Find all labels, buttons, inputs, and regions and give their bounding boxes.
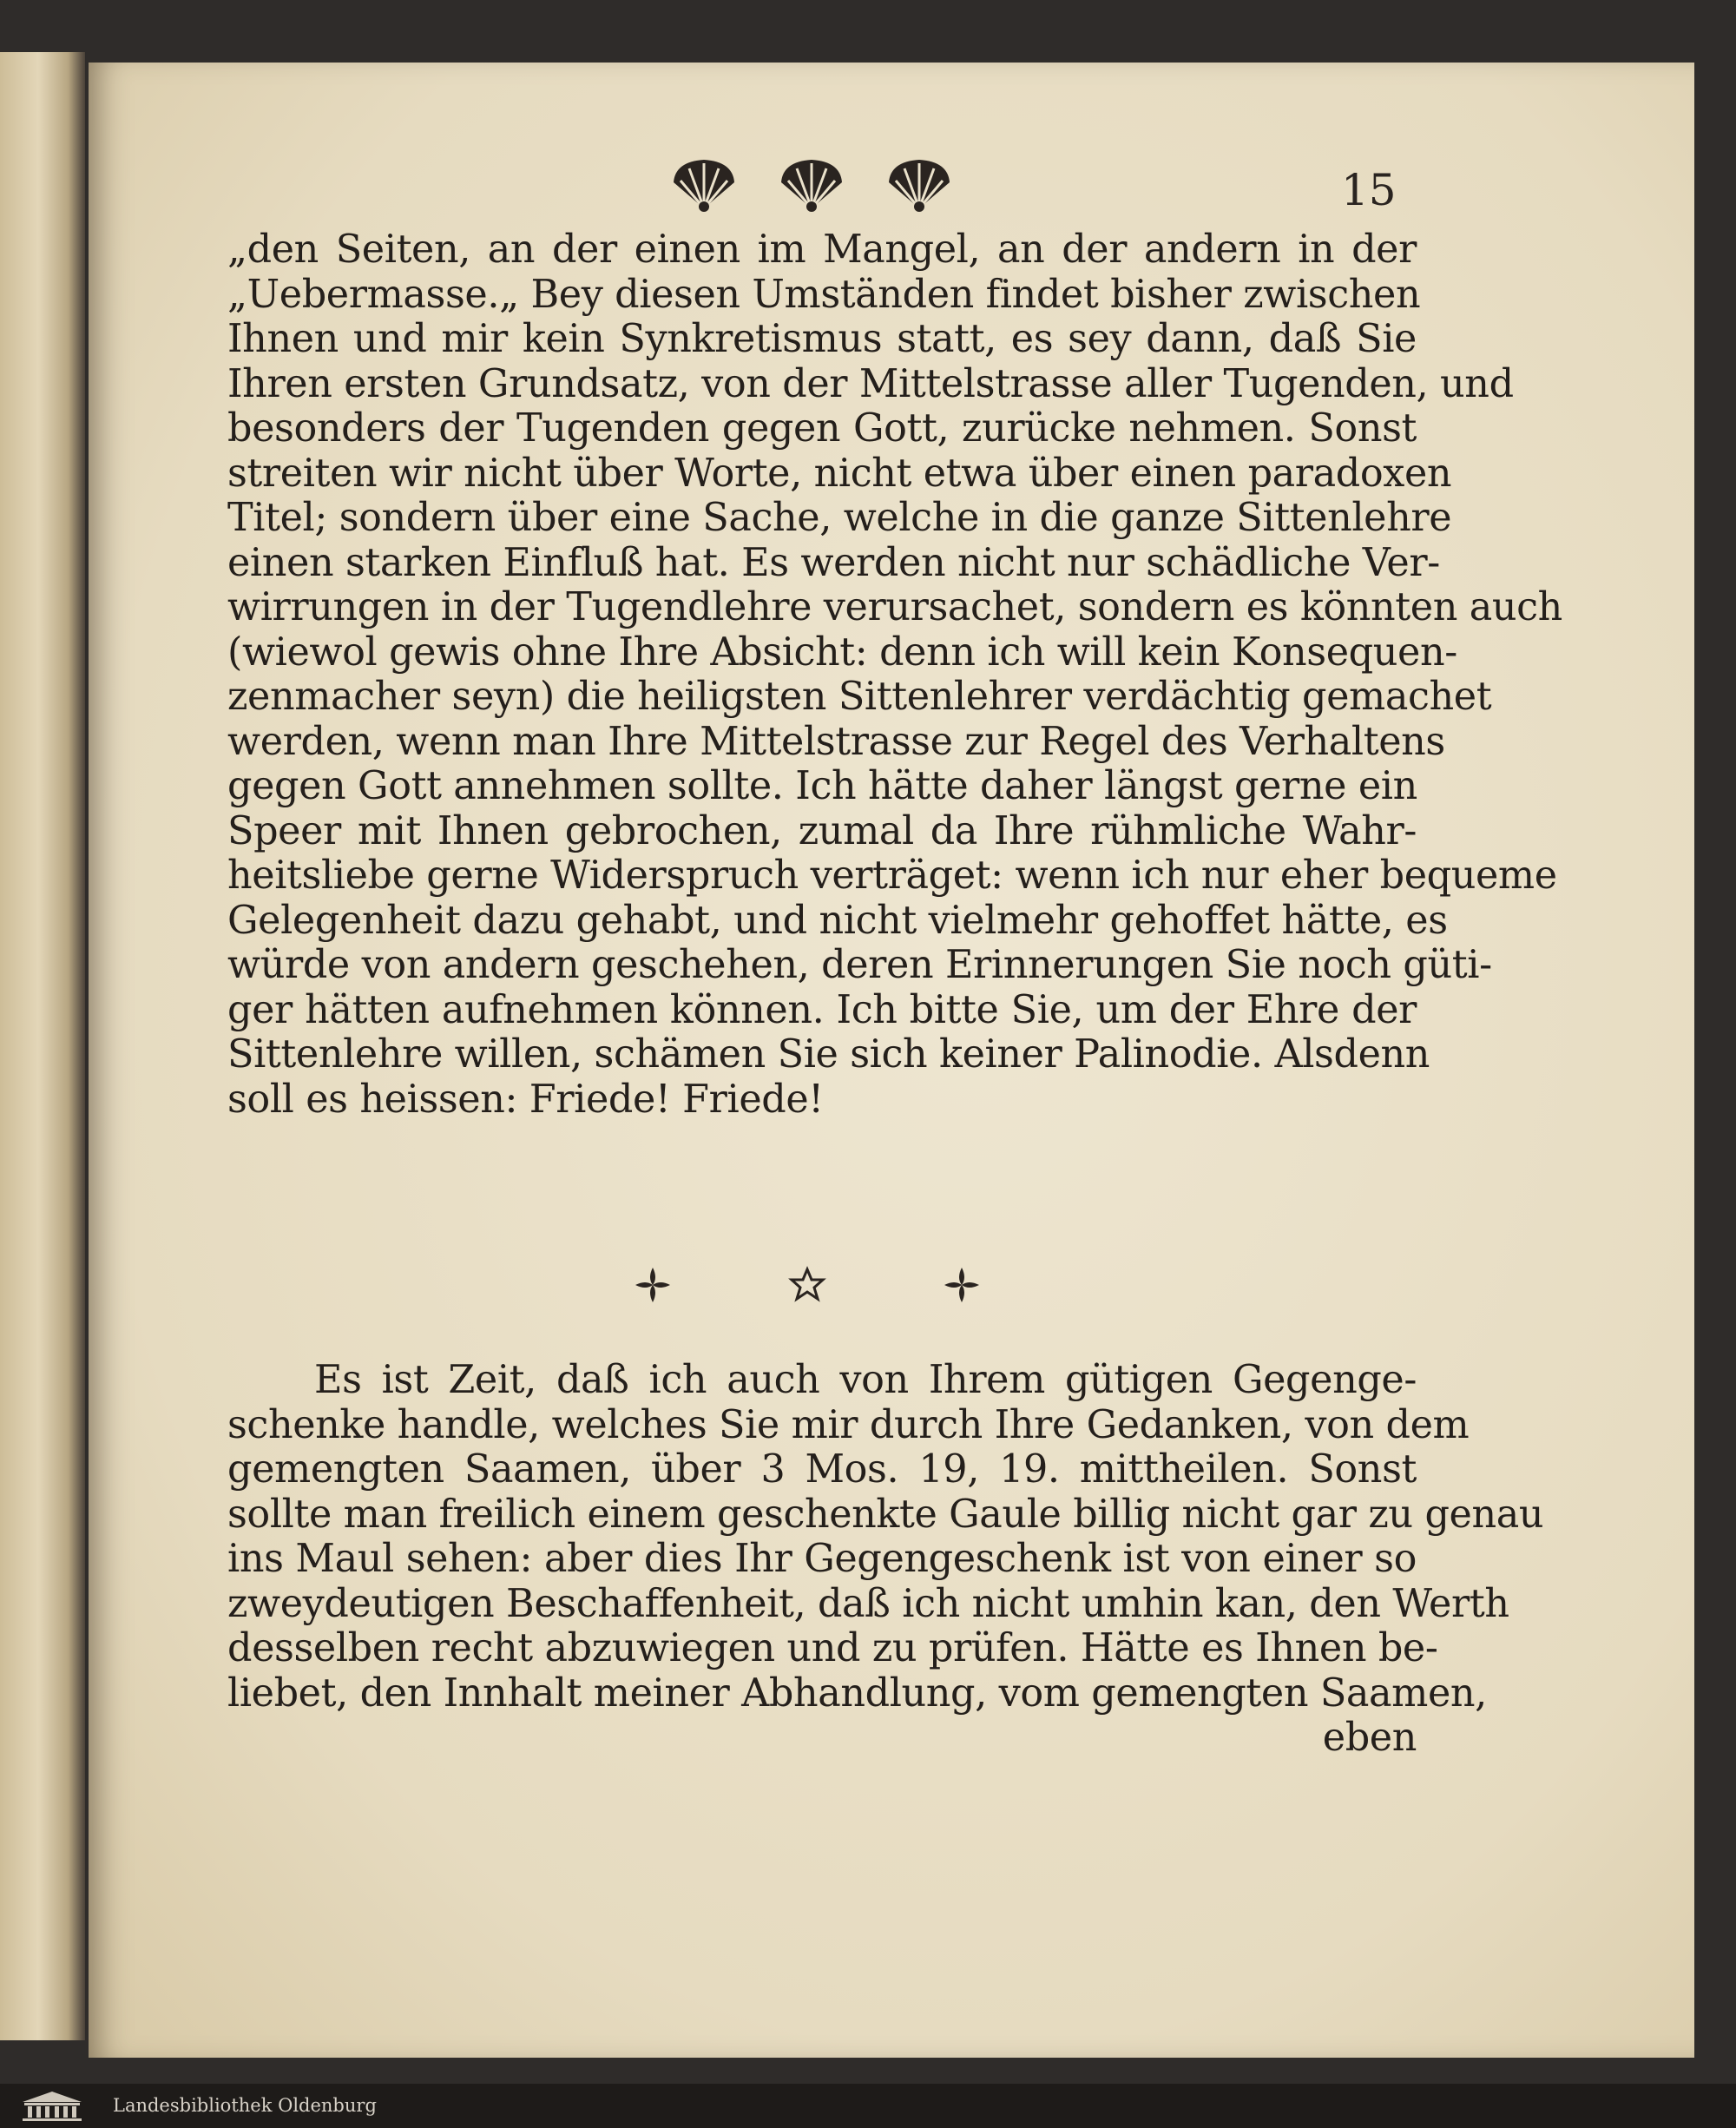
text-line: Ihnen und mir kein Synkretismus statt, es sey dann, daß Sie <box>227 317 1417 361</box>
text-line: „den Seiten, an der einen im Mangel, an der andern in der <box>227 227 1417 272</box>
paragraph-1 <box>227 227 1562 1122</box>
text-line: zenmacher seyn) die heiligsten Sittenlehrer verdächtig gemachet <box>227 675 1492 719</box>
fleuron-icon <box>943 1266 981 1304</box>
text-line: soll es heissen: Friede! Friede! <box>227 1077 824 1122</box>
page-number: 15 <box>1341 165 1397 215</box>
text-line: sollte man freilich einem geschenkte Gaule billig nicht gar zu genau <box>227 1492 1544 1537</box>
text-line: einen starken Einfluß hat. Es werden nicht nur schädliche Ver- <box>227 540 1440 585</box>
text-line: besonders der Tugenden gegen Gott, zurücke nehmen. Sonst <box>227 406 1417 451</box>
shell-ornament-icon <box>776 156 847 214</box>
text-line: Titel; sondern über eine Sache, welche in die ganze Sittenlehre <box>227 496 1452 540</box>
text-line: „Uebermasse.„ Bey diesen Umständen findet bisher zwischen <box>227 272 1421 317</box>
library-building-icon <box>17 2088 87 2123</box>
footer-bar <box>0 2084 1736 2128</box>
text-line: (wiewol gewis ohne Ihre Absicht: denn ich will kein Konsequen- <box>227 629 1457 675</box>
star-icon <box>788 1266 826 1304</box>
text-line: heitsliebe gerne Widerspruch verträget: wenn ich nur eher bequeme <box>227 853 1557 898</box>
text-line: liebet, den Innhalt meiner Abhandlung, vom gemengten Saamen, <box>227 1670 1487 1716</box>
shell-ornament-icon <box>884 156 955 214</box>
text-line: gegen Gott annehmen sollte. Ich hätte daher längst gerne ein <box>227 764 1417 808</box>
text-line: werden, wenn man Ihre Mittelstrasse zur Regel des Verhaltens <box>227 719 1445 764</box>
section-divider <box>634 1259 981 1311</box>
facing-page-edge <box>0 52 85 2040</box>
text-line: ins Maul sehen: aber dies Ihr Gegengeschenk ist von einer so <box>227 1537 1417 1581</box>
catchword: eben <box>1322 1716 1417 1760</box>
text-line: Speer mit Ihnen gebrochen, zumal da Ihre rühmliche Wahr- <box>227 808 1417 853</box>
text-line: Sittenlehre willen, schämen Sie sich keiner Palinodie. Alsdenn <box>227 1032 1430 1077</box>
text-line: wirrungen in der Tugendlehre verursachet, sondern es könnten auch <box>227 585 1562 629</box>
text-line: Ihren ersten Grundsatz, von der Mittelstrasse aller Tugenden, und <box>227 361 1514 406</box>
text-line: zweydeutigen Beschaffenheit, daß ich nicht umhin kan, den Werth <box>227 1581 1509 1626</box>
text-line: gemengten Saamen, über 3 Mos. 19, 19. mittheilen. Sonst <box>227 1447 1417 1492</box>
text-line: Gelegenheit dazu gehabt, und nicht vielmehr gehoffet hätte, es <box>227 898 1448 943</box>
text-line: schenke handle, welches Sie mir durch Ihre Gedanken, von dem <box>227 1402 1470 1447</box>
text-line: würde von andern geschehen, deren Erinnerungen Sie noch güti- <box>227 943 1492 987</box>
header-ornaments <box>668 153 955 217</box>
fleuron-icon <box>634 1266 672 1304</box>
text-line: desselben recht abzuwiegen und zu prüfen. Hätte es Ihnen be- <box>227 1626 1438 1670</box>
shell-ornament-icon <box>668 156 740 214</box>
text-line: streiten wir nicht über Worte, nicht etwa über einen paradoxen <box>227 451 1452 496</box>
text-line: Es ist Zeit, daß ich auch von Ihrem gütigen Gegenge- <box>314 1358 1417 1402</box>
paragraph-2 <box>227 1358 1544 1761</box>
institution-name: Landesbibliothek Oldenburg <box>113 2095 377 2116</box>
text-line: ger hätten aufnehmen können. Ich bitte Sie, um der Ehre der <box>227 987 1417 1032</box>
